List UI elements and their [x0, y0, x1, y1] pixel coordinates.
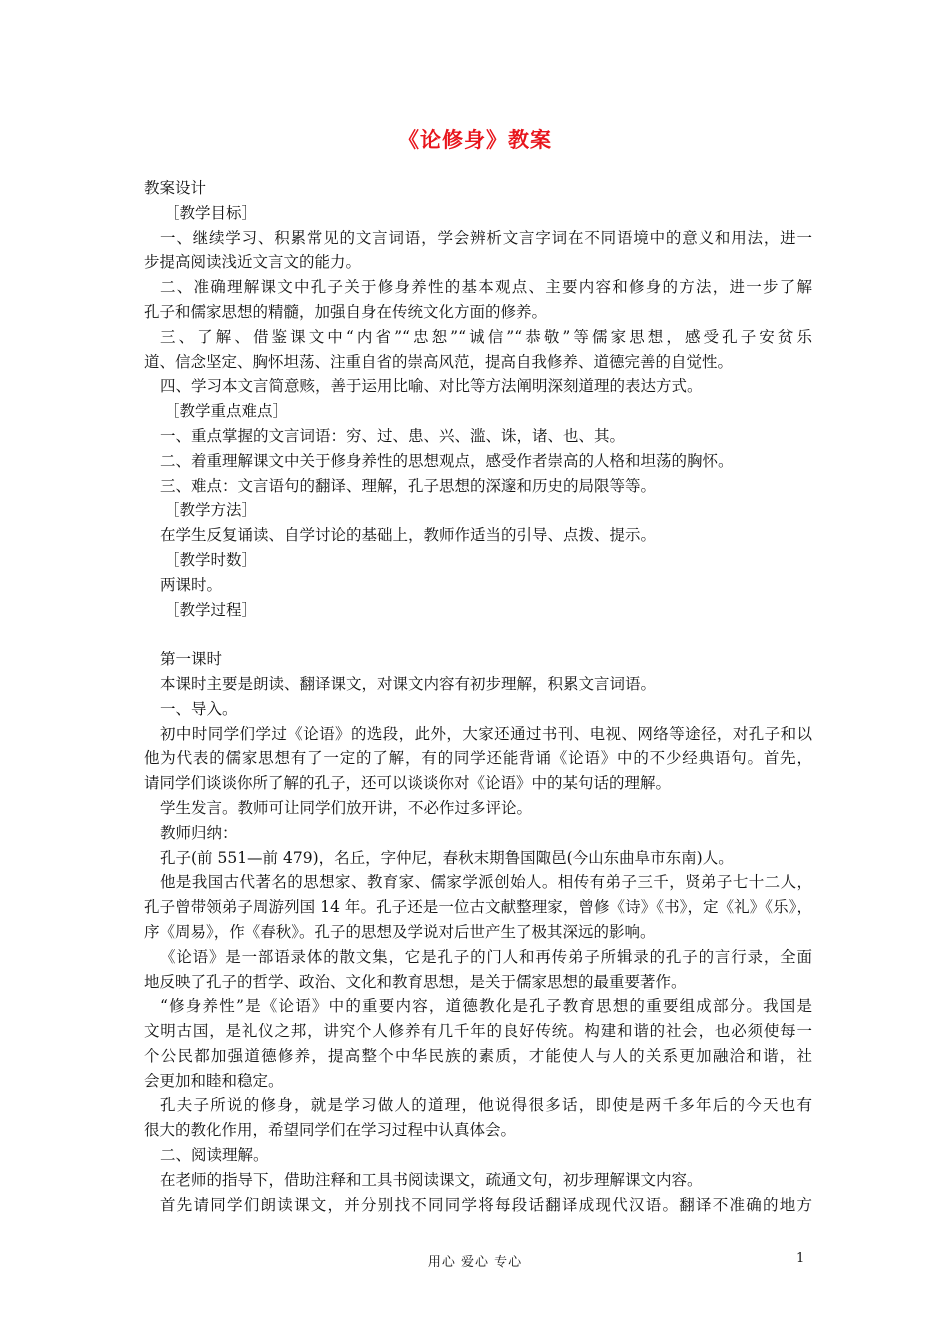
- paragraph-line: 两课时。: [160, 575, 223, 594]
- paragraph-line: 二、准确理解课文中孔子关于修身养性的基本观点、主要内容和修身的方法，进一步了解: [160, 278, 812, 297]
- document-body: [144, 176, 812, 1217]
- paragraph-line: 地反映了孔子的哲学、政治、文化和教育思想，是关于儒家思想的最重要著作。: [144, 972, 687, 991]
- paragraph-line: 他是我国古代著名的思想家、教育家、儒家学派创始人。相传有弟子三千，贤弟子七十二人，: [160, 873, 812, 892]
- lesson-heading: 第一课时: [160, 650, 223, 669]
- paragraph-line: 《论语》是一部语录体的散文集，它是孔子的门人和再传弟子所辑录的孔子的言行录，全面: [160, 947, 812, 966]
- paragraph-line: 本课时主要是朗读、翻译课文，对课文内容有初步理解，积累文言词语。: [160, 674, 657, 693]
- paragraph-line: 三、了解、借鉴课文中“内省”“忠恕”“诚信”“恭敬”等儒家思想，感受孔子安贫乐: [160, 327, 812, 346]
- paragraph-line: 一、重点掌握的文言词语：穷、过、患、兴、滥、诛，诸、也、其。: [160, 426, 626, 445]
- paragraph-line: 道、信念坚定、胸怀坦荡、注重自省的崇高风范，提高自我修养、道德完善的自觉性。: [144, 352, 734, 371]
- paragraph-line: 二、阅读理解。: [160, 1146, 269, 1165]
- section-heading: ［教学目标］: [164, 203, 258, 222]
- paragraph-line: 初中时同学们学过《论语》的选段，此外，大家还通过书刊、电视、网络等途径，对孔子和以: [160, 724, 812, 743]
- paragraph-line: 孔子和儒家思想的精髓，加强自身在传统文化方面的修养。: [144, 302, 548, 321]
- document-title: 《论修身》教案: [398, 127, 552, 152]
- paragraph-line: 首先请同学们朗读课文，并分别找不同同学将每段话翻译成现代汉语。翻译不准确的地方: [160, 1195, 812, 1214]
- paragraph-line: 一、导入。: [160, 699, 238, 718]
- paragraph-line: 文明古国，是礼仪之邦，讲究个人修养有几千年的良好传统。构建和谐的社会，也必须使每一: [144, 1022, 812, 1041]
- paragraph-line: 个公民都加强道德修养，提高整个中华民族的素质，才能使人与人的关系更加融洽和谐，社: [144, 1046, 812, 1065]
- page-footer-motto: 用心 爱心 专心: [427, 1255, 523, 1270]
- paragraph-line: 教师归纳：: [160, 823, 238, 842]
- paragraph-line: 在学生反复诵读、自学讨论的基础上，教师作适当的引导、点拨、提示。: [160, 526, 657, 545]
- paragraph-line: 很大的教化作用，希望同学们在学习过程中认真体会。: [144, 1121, 517, 1140]
- paragraph-line: 步提高阅读浅近文言文的能力。: [144, 253, 362, 272]
- paragraph-line: 四、学习本文言简意赅，善于运用比喻、对比等方法阐明深刻道理的表达方式。: [160, 377, 703, 396]
- page-number: 1: [796, 1251, 805, 1266]
- section-label: 教案设计: [144, 179, 207, 197]
- paragraph-line: 序《周易》，作《春秋》。孔子的思想及学说对后世产生了极其深远的影响。: [144, 922, 656, 941]
- paragraph-line: 在老师的指导下，借助注释和工具书阅读课文，疏通文句，初步理解课文内容。: [160, 1170, 703, 1189]
- paragraph-line: 三、难点：文言语句的翻译、理解，孔子思想的深邃和历史的局限等等。: [160, 476, 657, 495]
- paragraph-line: 他为代表的儒家思想有了一定的了解，有的同学还能背诵《论语》中的不少经典语句。首先，: [144, 749, 812, 768]
- section-heading: ［教学方法］: [164, 501, 258, 520]
- paragraph-line: 会更加和睦和稳定。: [144, 1071, 284, 1090]
- section-heading: ［教学过程］: [164, 600, 258, 619]
- paragraph-line: “修身养性”是《论语》中的重要内容，道德教化是孔子教育思想的重要组成部分。我国是: [160, 997, 812, 1016]
- paragraph-line: 孔子(前 551—前 479)，名丘，字仲尼，春秋末期鲁国陬邑(今山东曲阜市东南)人。: [160, 848, 734, 867]
- paragraph-line: 请同学们谈谈你所了解的孔子，还可以谈谈你对《论语》中的某句话的理解。: [144, 774, 672, 793]
- section-heading: ［教学重点难点］: [164, 402, 289, 421]
- blank-line: [144, 622, 812, 647]
- paragraph-line: 学生发言。教师可让同学们放开讲，不必作过多评论。: [160, 798, 533, 817]
- paragraph-line: 二、着重理解课文中关于修身养性的思想观点，感受作者崇高的人格和坦荡的胸怀。: [160, 451, 734, 470]
- paragraph-line: 孔夫子所说的修身，就是学习做人的道理，他说得很多话，即使是两千多年后的今天也有: [160, 1096, 812, 1115]
- paragraph-line: 一、继续学习、积累常见的文言词语，学会辨析文言字词在不同语境中的意义和用法，进一: [160, 228, 812, 247]
- section-heading: ［教学时数］: [164, 550, 258, 569]
- paragraph-line: 孔子曾带领弟子周游列国 14 年。孔子还是一位古文献整理家，曾修《诗》《书》，定《礼》《乐》，: [144, 898, 812, 917]
